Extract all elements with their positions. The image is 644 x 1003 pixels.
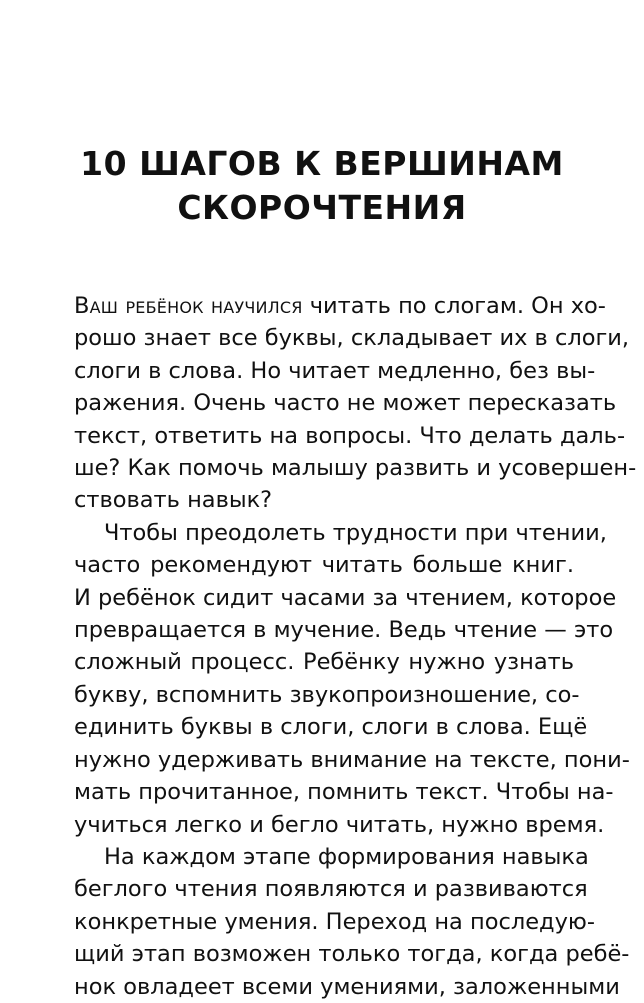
paragraph-1-line-7: ствовать навык? [74,487,273,514]
paragraph-2-line-1: Чтобы преодолеть трудности при чтении, [104,519,607,546]
paragraph-1-line-1 [74,290,606,322]
paragraph-3-line-3: конкретные умения. Переход на последую- [74,908,595,935]
paragraph-3-line-2: беглого чтения появляются и развиваются [74,876,588,903]
paragraph-2-line-4: превращается в мучение. Ведь чтение — это [74,617,614,644]
paragraph-3-line-4: щий этап возможен только тогда, когда ребё- [74,941,630,968]
chapter-title [0,142,644,230]
paragraph-2-line-7: единить буквы в слоги, слоги в слова. Ещё [74,714,588,741]
paragraph-1-line-2: рошо знает все буквы, складывает их в слоги, [74,325,630,352]
body-text [74,290,637,1003]
paragraph-2-line-5: сложный процесс. Ребёнку нужно узнать [74,649,574,676]
paragraph-1-line-1-rest: читать по слогам. Он хо- [302,293,606,319]
paragraph-1-line-5: текст, ответить на вопросы. Что делать даль- [74,422,626,449]
paragraph-2-line-8: нужно удерживать внимание на тексте, пони- [74,746,630,773]
chapter-title-line-2: СКОРОЧТЕНИЯ [177,188,467,228]
paragraph-2-line-10: учиться легко и бегло читать, нужно время. [74,811,605,838]
paragraph-2-line-6: букву, вспомнить звукопроизношение, со- [74,681,580,708]
paragraph-1-line-4: ражения. Очень часто не может пересказать [74,390,617,417]
paragraph-2-line-9: мать прочитанное, помнить текст. Чтобы на- [74,779,614,806]
paragraph-2-line-2: часто рекомендуют читать больше книг. [74,552,574,579]
paragraph-3-line-1: На каждом этапе формирования навыка [104,843,589,870]
paragraph-1-line-6: ше? Как помочь малышу развить и усовершен- [74,455,637,482]
paragraph-2-line-3: И ребёнок сидит часами за чтением, которое [74,584,617,611]
paragraph-1-lead-smallcaps: Ваш ребёнок научился [74,293,303,319]
chapter-title-line-1: 10 ШАГОВ К ВЕРШИНАМ [80,144,564,184]
paragraph-3-line-5: нок овладеет всеми умениями, заложенными [74,973,620,1000]
paragraph-1-line-3: слоги в слова. Но читает медленно, без вы- [74,357,596,384]
